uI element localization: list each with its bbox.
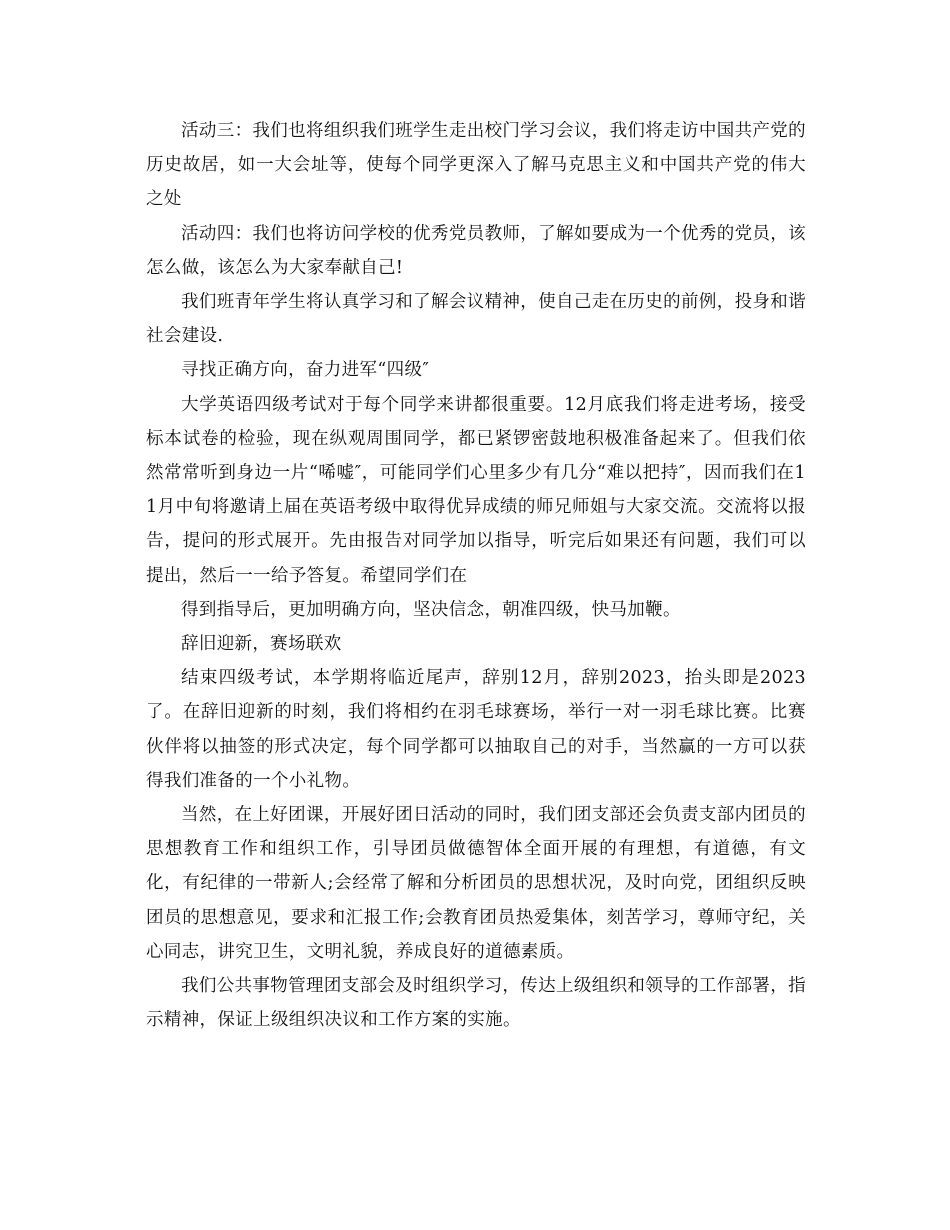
paragraph-public-affairs: 我们公共事物管理团支部会及时组织学习，传达上级组织和领导的工作部署，指示精神，保证上级组织决议和工作方案的实施。: [146, 976, 806, 1031]
section-heading-cet4: 寻找正确方向，奋力进军“四级″: [181, 360, 430, 381]
paragraph-study-spirit: 我们班青年学生将认真学习和了解会议精神，使自己走在历史的前例，投身和谐社会建设.: [146, 292, 806, 347]
paragraph-badminton: 结束四级考试，本学期将临近尾声，辞别12月，辞别2023，抬头即是2023了。在辞旧迎新的时刻，我们将相约在羽毛球赛场，举行一对一羽毛球比赛。比赛伙伴将以抽签的形式决定，每个同学都可以抽取自己的对手，当然赢的一方可以获得我们准备的一个小礼物。: [146, 668, 806, 791]
paragraph-league-work: 当然，在上好团课，开展好团日活动的同时，我们团支部还会负责支部内团员的思想教育工作和组织工作，引导团员做德智体全面开展的有理想，有道德，有文化，有纪律的一带新人;会经常了解和分析团员的思想状况，及时向党，团组织反映团员的思想意见，要求和汇报工作;会教育团员热爱集体，刻苦学习，尊师守纪，关心同志，讲究卫生，文明礼貌，养成良好的道德素质。: [146, 805, 806, 962]
paragraph-activity-four: 活动四：我们也将访问学校的优秀党员教师，了解如要成为一个优秀的党员，该怎么做，该怎么为大家奉献自己!: [146, 223, 806, 278]
paragraph-cet4-exam: 大学英语四级考试对于每个同学来讲都很重要。12月底我们将走进考场，接受标本试卷的检验，现在纵观周围同学，都已紧锣密鼓地积极准备起来了。但我们依然常常听到身边一片“唏嘘″，可能同学们心里多少有几分“难以把持″，因而我们在11月中旬将邀请上届在英语考级中取得优异成绩的师兄师姐与大家交流。交流将以报告，提问的形式展开。先由报告对同学加以指导，听完后如果还有问题，我们可以提出，然后一一给予答复。希望同学们在: [146, 394, 806, 586]
document-page: [146, 114, 806, 1037]
section-heading-new-year: 辞旧迎新，赛场联欢: [181, 634, 342, 655]
paragraph-activity-three: 活动三：我们也将组织我们班学生走出校门学习会议，我们将走访中国共产党的历史故居，如一大会址等，使每个同学更深入了解马克思主义和中国共产党的伟大之处: [146, 121, 806, 210]
paragraph-cet4-guidance: 得到指导后，更加明确方向，坚决信念，朝准四级，快马加鞭。: [181, 599, 681, 620]
